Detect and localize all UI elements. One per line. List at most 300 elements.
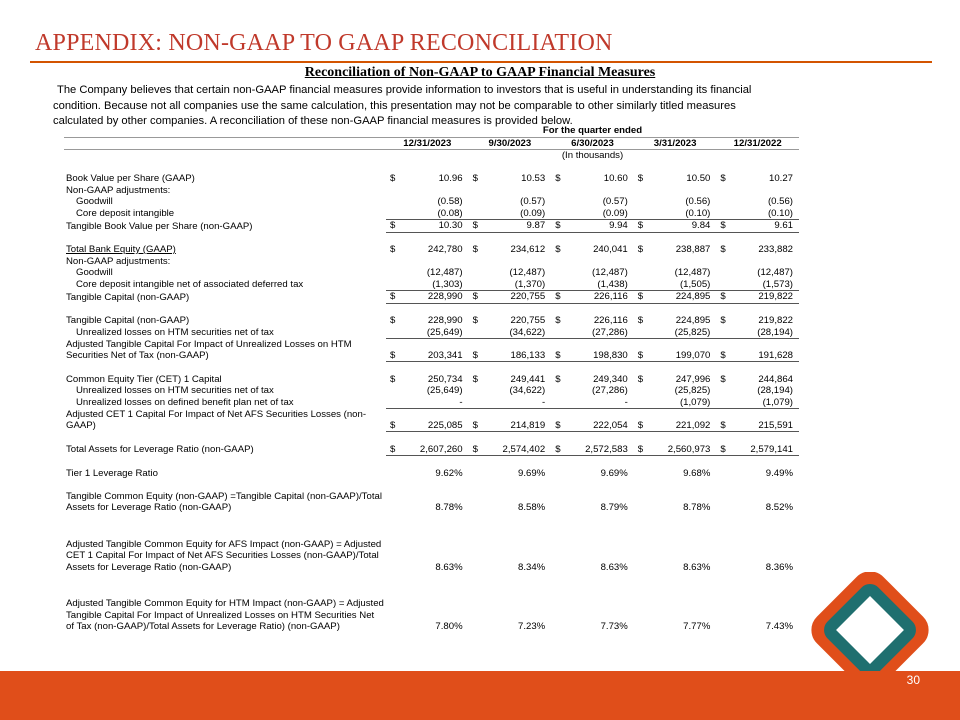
currency-symbol: $ bbox=[555, 443, 561, 455]
reconciliation-table bbox=[64, 125, 799, 633]
table-row bbox=[64, 585, 799, 633]
row-value bbox=[469, 374, 552, 386]
cell-value: 203,341 bbox=[427, 349, 463, 361]
cell-value: 10.96 bbox=[438, 173, 463, 184]
row-value bbox=[634, 444, 717, 456]
row-value bbox=[386, 444, 469, 456]
row-value bbox=[469, 585, 552, 633]
currency-symbol: $ bbox=[555, 315, 561, 326]
intro-paragraph bbox=[53, 83, 843, 130]
row-value bbox=[716, 185, 799, 197]
currency-symbol: $ bbox=[390, 291, 396, 302]
cell-value: 186,133 bbox=[510, 349, 546, 361]
row-value bbox=[634, 315, 717, 327]
cell-value: 221,092 bbox=[675, 419, 711, 431]
table-row bbox=[64, 491, 799, 514]
cell-value: 2,560,973 bbox=[667, 443, 711, 455]
cell-value: 225,085 bbox=[427, 419, 463, 431]
currency-symbol: $ bbox=[637, 244, 644, 255]
cell-value: 247,996 bbox=[675, 373, 711, 385]
cell-value: 2,572,583 bbox=[585, 443, 628, 455]
row-value bbox=[634, 397, 717, 409]
cell-value: 9.94 bbox=[609, 220, 628, 231]
currency-symbol: $ bbox=[472, 373, 478, 385]
cell-value: 198,830 bbox=[593, 349, 628, 361]
cell-value: 8.63% bbox=[683, 561, 711, 573]
row-value bbox=[386, 385, 469, 397]
cell-value: 9.62% bbox=[435, 467, 463, 479]
currency-symbol: $ bbox=[720, 443, 726, 455]
row-value bbox=[469, 468, 552, 480]
table-row bbox=[64, 409, 799, 432]
cell-value: (28,194) bbox=[757, 326, 793, 338]
table-row bbox=[64, 185, 799, 197]
row-label: Tangible Capital (non-GAAP) bbox=[66, 291, 190, 303]
row-value bbox=[386, 397, 469, 409]
row-label: Adjusted Tangible Capital For Impact of Unrealized Losses on HTM Securities Net of Tax (non-GAAP) bbox=[66, 338, 352, 361]
cell-value: (1,438) bbox=[597, 278, 628, 290]
cell-value: 222,054 bbox=[593, 419, 628, 431]
table-row bbox=[64, 173, 799, 185]
cell-value: 238,887 bbox=[675, 244, 711, 255]
row-value bbox=[551, 244, 634, 256]
currency-symbol: $ bbox=[720, 349, 726, 361]
row-value bbox=[469, 244, 552, 256]
col-date: 6/30/2023 bbox=[551, 137, 634, 150]
row-label: Tangible Book Value per Share (non-GAAP) bbox=[66, 220, 253, 232]
page-number: 30 bbox=[906, 673, 920, 687]
row-value bbox=[386, 291, 469, 304]
cell-value: (34,622) bbox=[509, 326, 546, 338]
row-value bbox=[634, 409, 717, 432]
row-value bbox=[716, 327, 799, 339]
row-value bbox=[469, 173, 552, 185]
row-value bbox=[716, 291, 799, 304]
cell-value: 224,895 bbox=[675, 315, 711, 326]
row-value bbox=[716, 409, 799, 432]
cell-value: (0.10) bbox=[767, 207, 793, 219]
cell-value: 199,070 bbox=[675, 349, 711, 361]
col-date: 3/31/2023 bbox=[634, 137, 717, 150]
currency-symbol: $ bbox=[390, 220, 396, 231]
row-value bbox=[716, 279, 799, 291]
cell-value: 2,607,260 bbox=[419, 443, 463, 455]
row-value bbox=[634, 220, 717, 233]
row-value bbox=[551, 196, 634, 208]
cell-value: 10.53 bbox=[521, 173, 546, 184]
table-row bbox=[64, 315, 799, 327]
currency-symbol: $ bbox=[555, 419, 561, 431]
row-value bbox=[469, 208, 552, 220]
currency-symbol: $ bbox=[390, 443, 396, 455]
cell-value: 228,990 bbox=[427, 291, 463, 302]
currency-symbol: $ bbox=[555, 173, 561, 184]
row-label: Unrealized losses on HTM securities net of tax bbox=[76, 327, 274, 338]
currency-symbol: $ bbox=[555, 220, 561, 231]
currency-symbol: $ bbox=[637, 173, 644, 184]
row-label: Tangible Common Equity (non-GAAP) =Tangible Capital (non-GAAP)/Total Assets for Leverage Ratio (non-GAAP) bbox=[66, 490, 382, 513]
row-value bbox=[386, 185, 469, 197]
cell-value: 219,822 bbox=[758, 291, 793, 302]
cell-value: 7.73% bbox=[600, 621, 628, 632]
row-label: Common Equity Tier (CET) 1 Capital bbox=[66, 373, 222, 385]
table-row bbox=[64, 444, 799, 456]
row-value bbox=[551, 208, 634, 220]
cell-value: 7.43% bbox=[765, 621, 793, 632]
table-row bbox=[64, 244, 799, 256]
row-value bbox=[634, 244, 717, 256]
cell-value: 8.58% bbox=[517, 502, 546, 513]
row-value bbox=[469, 185, 552, 197]
row-value bbox=[551, 468, 634, 480]
date-header-row bbox=[64, 137, 799, 150]
row-value bbox=[634, 525, 717, 573]
row-value bbox=[551, 585, 634, 633]
row-value bbox=[386, 339, 469, 362]
cell-value: 244,864 bbox=[758, 373, 793, 385]
cell-value: (25,649) bbox=[426, 385, 463, 396]
currency-symbol: $ bbox=[472, 349, 478, 361]
row-value bbox=[716, 385, 799, 397]
footer-bar bbox=[0, 671, 960, 720]
cell-value: 2,579,141 bbox=[750, 443, 793, 455]
table-row bbox=[64, 279, 799, 291]
cell-value: - bbox=[541, 396, 546, 408]
row-value bbox=[634, 208, 717, 220]
cell-value: (0.10) bbox=[685, 207, 711, 219]
cell-value: 10.60 bbox=[603, 173, 628, 184]
row-value bbox=[469, 525, 552, 573]
cell-value: 7.23% bbox=[517, 621, 546, 632]
currency-symbol: $ bbox=[555, 349, 561, 361]
row-value bbox=[634, 267, 717, 279]
cell-value: 226,116 bbox=[593, 291, 628, 302]
cell-value: - bbox=[624, 396, 628, 408]
row-value bbox=[386, 468, 469, 480]
table-subtitle: Reconciliation of Non-GAAP to GAAP Financial Measures bbox=[304, 65, 656, 80]
row-value bbox=[551, 385, 634, 397]
cell-value: (0.09) bbox=[602, 207, 628, 219]
currency-symbol: $ bbox=[472, 244, 478, 255]
cell-value: (12,487) bbox=[757, 267, 793, 278]
row-value bbox=[386, 173, 469, 185]
row-value bbox=[551, 256, 634, 268]
currency-symbol: $ bbox=[472, 315, 478, 326]
cell-value: 233,882 bbox=[758, 244, 793, 255]
row-label: Adjusted CET 1 Capital For Impact of Net AFS Securities Losses (non-GAAP) bbox=[66, 408, 367, 431]
table-row bbox=[64, 267, 799, 279]
row-value bbox=[386, 585, 469, 633]
row-value bbox=[634, 256, 717, 268]
cell-value: 242,780 bbox=[427, 244, 463, 255]
currency-symbol: $ bbox=[637, 349, 644, 361]
table-row bbox=[64, 220, 799, 233]
cell-value: 9.87 bbox=[526, 220, 546, 231]
currency-symbol: $ bbox=[555, 291, 561, 302]
cell-value: 9.61 bbox=[774, 220, 793, 231]
row-value bbox=[634, 339, 717, 362]
currency-symbol: $ bbox=[720, 173, 726, 184]
table-row bbox=[64, 525, 799, 573]
cell-value: 9.49% bbox=[765, 467, 793, 479]
currency-symbol: $ bbox=[720, 373, 726, 385]
cell-value: (1,505) bbox=[679, 278, 711, 290]
row-label: Unrealized losses on HTM securities net of tax bbox=[76, 385, 274, 396]
row-value bbox=[551, 279, 634, 291]
row-value bbox=[469, 267, 552, 279]
cell-value: 9.84 bbox=[691, 220, 711, 231]
cell-value: (12,487) bbox=[674, 267, 711, 278]
row-label: Goodwill bbox=[76, 267, 113, 278]
cell-value: (0.57) bbox=[602, 196, 628, 207]
row-value bbox=[551, 327, 634, 339]
row-label: Core deposit intangible bbox=[76, 208, 175, 219]
row-value bbox=[716, 468, 799, 480]
row-label: Goodwill bbox=[76, 196, 113, 207]
row-value bbox=[386, 244, 469, 256]
cell-value: 8.63% bbox=[600, 561, 628, 573]
row-value bbox=[634, 291, 717, 304]
cell-value: (25,649) bbox=[426, 326, 463, 338]
cell-value: (0.08) bbox=[437, 207, 463, 219]
cell-value: 226,116 bbox=[593, 315, 628, 326]
row-value bbox=[634, 185, 717, 197]
table-row bbox=[64, 208, 799, 220]
intro-line: calculated by other companies. A reconciliation of these non-GAAP financial measures is provided below. bbox=[53, 115, 573, 127]
row-value bbox=[634, 374, 717, 386]
row-value bbox=[386, 315, 469, 327]
row-value bbox=[469, 409, 552, 432]
row-label: Unrealized losses on defined benefit plan net of tax bbox=[76, 397, 294, 408]
row-value bbox=[386, 220, 469, 233]
row-value bbox=[716, 244, 799, 256]
row-value bbox=[716, 267, 799, 279]
cell-value: 2,574,402 bbox=[502, 443, 546, 455]
row-value bbox=[386, 267, 469, 279]
cell-value: (1,573) bbox=[762, 278, 793, 290]
row-value bbox=[551, 267, 634, 279]
currency-symbol: $ bbox=[637, 220, 644, 231]
table-row bbox=[64, 339, 799, 362]
cell-value: 220,755 bbox=[510, 291, 546, 302]
row-value bbox=[469, 196, 552, 208]
cell-value: 249,340 bbox=[593, 373, 628, 385]
cell-value: 215,591 bbox=[758, 419, 793, 431]
col-date: 9/30/2023 bbox=[469, 137, 552, 150]
cell-value: 228,990 bbox=[427, 315, 463, 326]
row-value bbox=[716, 525, 799, 573]
cell-value: 250,734 bbox=[427, 373, 463, 385]
cell-value: 9.69% bbox=[600, 467, 628, 479]
cell-value: (12,487) bbox=[509, 267, 546, 278]
currency-symbol: $ bbox=[472, 443, 478, 455]
currency-symbol: $ bbox=[720, 315, 726, 326]
cell-value: 9.68% bbox=[683, 467, 711, 479]
row-value bbox=[551, 173, 634, 185]
title-rule bbox=[30, 61, 932, 63]
intro-line: condition. Because not all companies use the same calculation, this presentation may not be comparable to other similarly titled measures bbox=[53, 99, 736, 112]
row-value bbox=[469, 315, 552, 327]
currency-symbol: $ bbox=[472, 173, 478, 184]
row-value bbox=[469, 397, 552, 409]
currency-symbol: $ bbox=[472, 419, 478, 431]
currency-symbol: $ bbox=[720, 244, 726, 255]
cell-value: (1,079) bbox=[679, 396, 711, 408]
row-value bbox=[386, 208, 469, 220]
cell-value: (1,370) bbox=[514, 278, 546, 290]
currency-symbol: $ bbox=[472, 291, 478, 302]
cell-value: (27,286) bbox=[592, 326, 628, 338]
currency-symbol: $ bbox=[390, 173, 396, 184]
row-value bbox=[716, 220, 799, 233]
row-label: Adjusted Tangible Common Equity for HTM Impact (non-GAAP) = Adjusted Tangible Capital For Impact of Unrealized Losses on HTM Securities Net of Tax (non-GAAP)/Total Assets for Leverage Ratio) (non-GAAP) bbox=[66, 598, 384, 632]
currency-symbol: $ bbox=[637, 315, 644, 326]
row-label: Tangible Capital (non-GAAP) bbox=[66, 315, 190, 326]
row-value bbox=[469, 444, 552, 456]
row-value bbox=[716, 173, 799, 185]
cell-value: (1,079) bbox=[762, 396, 793, 408]
row-value bbox=[716, 397, 799, 409]
table-row bbox=[64, 196, 799, 208]
row-value bbox=[386, 256, 469, 268]
currency-symbol: $ bbox=[637, 443, 644, 455]
row-value bbox=[716, 256, 799, 268]
table-row bbox=[64, 385, 799, 397]
row-value bbox=[386, 409, 469, 432]
row-value bbox=[469, 327, 552, 339]
row-value bbox=[716, 491, 799, 514]
row-label: Book Value per Share (GAAP) bbox=[66, 173, 195, 184]
cell-value: (28,194) bbox=[757, 385, 793, 396]
currency-symbol: $ bbox=[472, 220, 478, 231]
currency-symbol: $ bbox=[637, 419, 644, 431]
row-value bbox=[386, 327, 469, 339]
cell-value: 249,441 bbox=[510, 373, 546, 385]
cell-value: (0.58) bbox=[437, 196, 463, 207]
currency-symbol: $ bbox=[720, 419, 726, 431]
row-label: Core deposit intangible net of associated deferred tax bbox=[76, 279, 304, 290]
row-value bbox=[634, 468, 717, 480]
row-value bbox=[469, 220, 552, 233]
cell-value: 220,755 bbox=[510, 315, 546, 326]
row-value bbox=[469, 339, 552, 362]
row-value bbox=[551, 185, 634, 197]
currency-symbol: $ bbox=[555, 373, 561, 385]
cell-value: 8.79% bbox=[600, 502, 628, 513]
row-value bbox=[551, 291, 634, 304]
row-label: Total Assets for Leverage Ratio (non-GAAP) bbox=[66, 444, 254, 455]
cell-value: 8.36% bbox=[765, 561, 793, 573]
row-value bbox=[551, 491, 634, 514]
currency-symbol: $ bbox=[390, 244, 396, 255]
row-value bbox=[634, 585, 717, 633]
cell-value: 8.52% bbox=[765, 502, 793, 513]
cell-value: (34,622) bbox=[509, 385, 546, 396]
cell-value: (25,825) bbox=[674, 385, 711, 396]
row-value bbox=[634, 196, 717, 208]
row-value bbox=[551, 525, 634, 573]
cell-value: (12,487) bbox=[592, 267, 628, 278]
cell-value: (1,303) bbox=[432, 278, 463, 290]
cell-value: (0.56) bbox=[685, 196, 711, 207]
intro-line: The Company believes that certain non-GAAP financial measures provide information to investors that is useful in understanding its financial bbox=[57, 84, 752, 96]
table-row bbox=[64, 291, 799, 304]
row-value bbox=[716, 339, 799, 362]
table-row bbox=[64, 374, 799, 386]
row-value bbox=[716, 374, 799, 386]
currency-symbol: $ bbox=[390, 315, 396, 326]
cell-value: 10.30 bbox=[438, 220, 463, 231]
currency-symbol: $ bbox=[720, 220, 726, 231]
cell-value: (12,487) bbox=[426, 267, 463, 278]
row-value bbox=[634, 385, 717, 397]
row-value bbox=[551, 409, 634, 432]
row-value bbox=[386, 374, 469, 386]
row-label: Adjusted Tangible Common Equity for AFS Impact (non-GAAP) = Adjusted CET 1 Capital For Impact of Net AFS Securities Losses (non-GAAP)/Total Assets for Leverage Ratio (non-GAAP) bbox=[66, 538, 382, 573]
cell-value: 224,895 bbox=[675, 291, 711, 302]
row-value bbox=[551, 315, 634, 327]
currency-symbol: $ bbox=[390, 419, 396, 431]
cell-value: 8.78% bbox=[435, 502, 463, 513]
period-header: For the quarter ended bbox=[386, 125, 799, 137]
row-label: Tier 1 Leverage Ratio bbox=[66, 467, 158, 479]
currency-symbol: $ bbox=[555, 244, 561, 255]
table-row bbox=[64, 397, 799, 409]
row-value bbox=[469, 491, 552, 514]
cell-value: (27,286) bbox=[592, 385, 628, 396]
row-label: Non-GAAP adjustments: bbox=[66, 184, 171, 196]
cell-value: 10.50 bbox=[686, 173, 711, 184]
cell-value: - bbox=[459, 396, 463, 408]
cell-value: (0.09) bbox=[520, 207, 546, 219]
row-value bbox=[469, 279, 552, 291]
cell-value: 219,822 bbox=[758, 315, 793, 326]
cell-value: 10.27 bbox=[768, 173, 793, 184]
cell-value: 8.78% bbox=[683, 502, 711, 513]
row-label: Non-GAAP adjustments: bbox=[66, 255, 171, 267]
cell-value: 7.80% bbox=[435, 621, 463, 632]
row-value bbox=[551, 220, 634, 233]
cell-value: 234,612 bbox=[510, 244, 546, 255]
units-label: (In thousands) bbox=[561, 150, 624, 161]
table-row bbox=[64, 256, 799, 268]
table-row bbox=[64, 468, 799, 480]
row-label: Total Bank Equity (GAAP) bbox=[66, 244, 176, 255]
table-row bbox=[64, 327, 799, 339]
row-value bbox=[469, 291, 552, 304]
row-value bbox=[634, 279, 717, 291]
cell-value: 9.69% bbox=[517, 467, 546, 479]
row-value bbox=[716, 585, 799, 633]
row-value bbox=[386, 196, 469, 208]
row-value bbox=[634, 173, 717, 185]
row-value bbox=[634, 491, 717, 514]
col-date: 12/31/2022 bbox=[716, 137, 799, 150]
currency-symbol: $ bbox=[390, 349, 396, 361]
row-value bbox=[469, 385, 552, 397]
row-value bbox=[716, 444, 799, 456]
cell-value: 191,628 bbox=[758, 349, 793, 361]
row-value bbox=[716, 196, 799, 208]
cell-value: 214,819 bbox=[510, 419, 546, 431]
row-value bbox=[551, 397, 634, 409]
row-value bbox=[551, 444, 634, 456]
row-value bbox=[386, 279, 469, 291]
row-value bbox=[386, 491, 469, 514]
cell-value: (0.57) bbox=[520, 196, 546, 207]
currency-symbol: $ bbox=[720, 291, 726, 302]
row-value bbox=[634, 327, 717, 339]
